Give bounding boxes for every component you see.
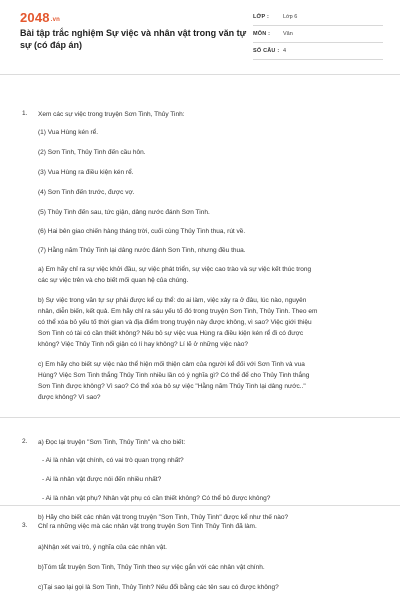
part-b-line: không? Việc Thủy Tinh nổi giận có lí hay không? Lí lẽ ở những việc nào? xyxy=(38,341,249,348)
bullet-item: - Ai là nhân vật phụ? Nhân vật phụ có cần thiết không? Có thể bỏ được không? xyxy=(42,495,271,502)
meta-key: MÔN : xyxy=(253,31,271,37)
event-item: (3) Vua Hùng ra điều kiện kén rể. xyxy=(38,169,134,176)
bullet-item: - Ai là nhân vật chính, có vai trò quan trọng nhất? xyxy=(42,457,184,464)
site-logo[interactable] xyxy=(20,10,60,25)
part-line: c)Tại sao lại gọi là Sơn Tinh, Thủy Tinh? Nếu đổi bằng các tên sau có được không? xyxy=(38,584,279,591)
meta-value: 4 xyxy=(283,48,287,54)
part-b-line: b) Sự việc trong văn tự sự phải được kể cụ thể: do ai làm, việc xảy ra ở đâu, lúc nào, nguyên xyxy=(38,297,307,304)
part-line: b)Tóm tắt truyện Sơn Tinh, Thủy Tinh theo sự việc gắn với các nhân vật chính. xyxy=(38,564,265,571)
part-b-line: b) Hãy cho biết các nhân vật trong truyện "Sơn Tinh, Thủy Tinh" được kể như thế nào? xyxy=(38,514,289,521)
event-item: (1) Vua Hùng kén rể. xyxy=(38,129,99,136)
question-intro: a) Đọc lại truyện "Sơn Tinh, Thủy Tinh" và cho biết: xyxy=(38,439,186,446)
header xyxy=(0,0,400,66)
event-item: (7) Hằng năm Thủy Tinh lại dâng nước đánh Sơn Tinh, nhưng đều thua. xyxy=(38,247,246,254)
part-c-line: c) Em hãy cho biết sự việc nào thể hiện mối thiện cảm của người kể đối với Sơn Tinh và vua xyxy=(38,361,305,368)
meta-table xyxy=(253,9,383,60)
part-a-line: a) Em hãy chỉ ra sự việc khởi đầu, sự việc phát triển, sự việc cao trào và sự việc kết thúc trong xyxy=(38,266,312,273)
part-c-line: Hùng? Việc Sơn Tinh thắng Thủy Tinh nhiều lần có ý nghĩa gì? Có thể để cho Thủy Tinh thắng xyxy=(38,372,310,379)
event-item: (4) Sơn Tinh đến trước, được vợ. xyxy=(38,189,135,196)
divider xyxy=(0,505,400,506)
meta-key: SỐ CÂU : xyxy=(253,48,280,54)
meta-value: Lớp 6 xyxy=(283,14,298,20)
event-item: (6) Hai bên giao chiến hàng tháng trời, cuối cùng Thủy Tinh thua, rút về. xyxy=(38,228,246,235)
part-b-line: có thể xóa bỏ yếu tố thời gian và địa điểm trong truyện này được không, vì sao? Việc giới thiệu xyxy=(38,319,312,326)
divider xyxy=(0,74,400,75)
event-item: (5) Thủy Tinh đến sau, tức giận, dâng nước đánh Sơn Tinh. xyxy=(38,209,210,216)
part-c-line: được không? Vì sao? xyxy=(38,394,101,401)
part-b-line: nhân, diễn biến, kết quả. Em hãy chỉ ra sáu yếu tố đó trong truyện Sơn Tinh, Thủy Tinh. Theo em xyxy=(38,308,318,315)
logo-suffix: .vn xyxy=(50,17,61,23)
part-b-line: Sơn Tinh có tài có cần thiết không? Nếu bỏ sự việc vua Hùng ra điều kiện kén rể đi có được xyxy=(38,330,304,337)
part-line: a)Nhận xét vai trò, ý nghĩa của các nhân vật. xyxy=(38,544,167,551)
question-number: 2. xyxy=(22,438,28,445)
part-c-line: Sơn Tinh được không? Vì sao? Có thể xóa bỏ sự việc "Hằng năm Thủy Tinh lại dâng nước.." xyxy=(38,383,306,390)
question-intro: Chỉ ra những việc mà các nhân vật trong truyện Sơn Tinh Thủy Tinh đã làm. xyxy=(38,523,257,530)
meta-key: LỚP : xyxy=(253,14,269,20)
question-intro: Xem các sự việc trong truyện Sơn Tinh, Thủy Tinh: xyxy=(38,111,185,118)
meta-row-count xyxy=(253,43,383,60)
logo-main: 2048 xyxy=(20,10,50,25)
question-number: 1. xyxy=(22,110,28,117)
meta-row-grade xyxy=(253,9,383,26)
divider xyxy=(0,417,400,418)
question-number: 3. xyxy=(22,522,28,529)
meta-value: Văn xyxy=(283,31,293,37)
page-title: Bài tập trắc nghiệm Sự việc và nhân vật trong văn tự sự (có đáp án) xyxy=(20,28,247,50)
event-item: (2) Sơn Tinh, Thủy Tinh đến cầu hôn. xyxy=(38,149,146,156)
meta-row-subject xyxy=(253,26,383,43)
bullet-item: - Ai là nhân vật được nói đến nhiều nhất? xyxy=(42,476,162,483)
part-a-line: các sự việc trên và cho biết mối quan hệ của chúng. xyxy=(38,277,189,284)
